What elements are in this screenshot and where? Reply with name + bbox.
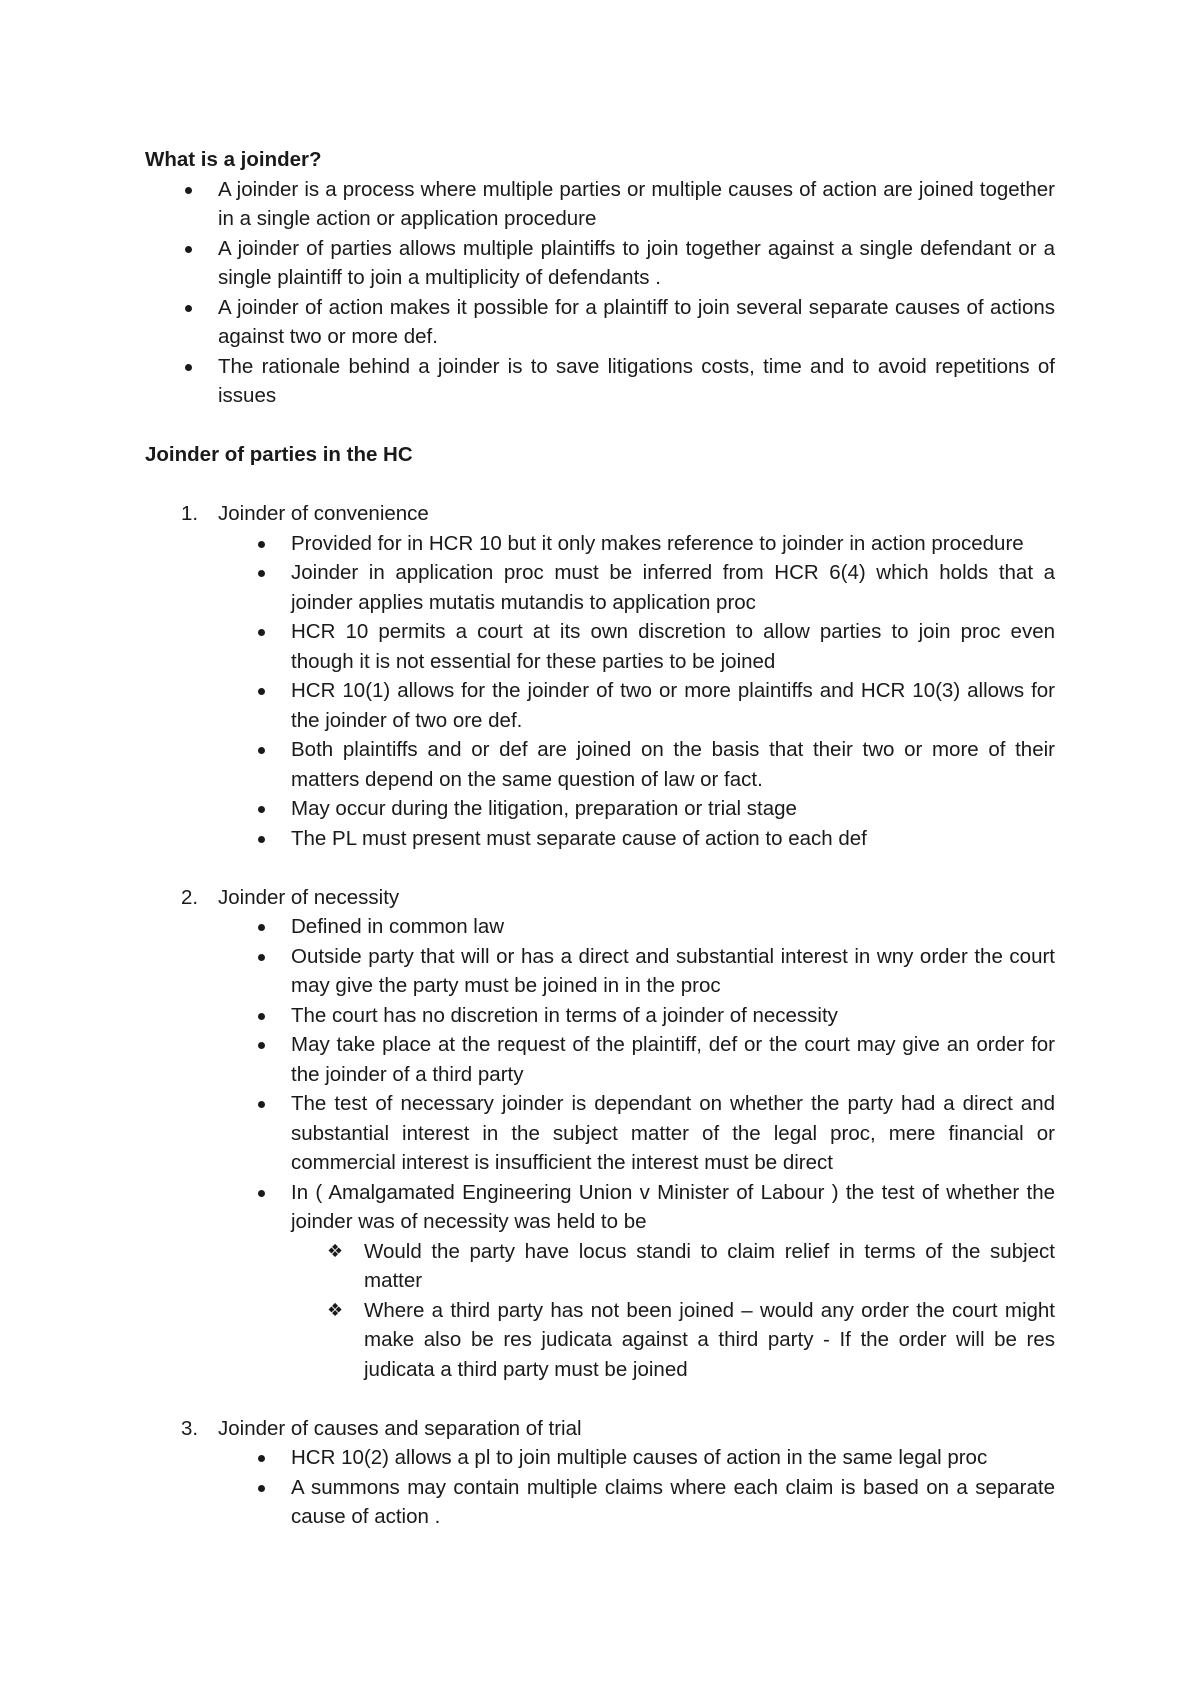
document-content	[145, 145, 1055, 1532]
bullet-icon	[258, 541, 265, 548]
item-number: 3.	[181, 1416, 199, 1440]
bullet-icon	[258, 1455, 265, 1462]
bullet-icon	[258, 629, 265, 636]
numbered-item-causes	[145, 1414, 1055, 1444]
list-item: The PL must present must separate cause of action to each def	[145, 824, 1055, 854]
list-item: ❖ Would the party have locus standi to claim relief in terms of the subject matter	[145, 1237, 1055, 1296]
list-item: Provided for in HCR 10 but it only makes reference to joinder in action procedure	[145, 529, 1055, 559]
bullet-icon	[258, 954, 265, 961]
list-item: A summons may contain multiple claims where each claim is based on a separate cause of action .	[145, 1473, 1055, 1532]
bullet-icon	[258, 1013, 265, 1020]
numbered-item-convenience	[145, 499, 1055, 529]
bullet-icon	[185, 364, 192, 371]
list-item: A joinder is a process where multiple parties or multiple causes of action are joined together in a single action or application procedure	[145, 175, 1055, 234]
item-number: 2.	[181, 885, 199, 909]
bullet-list	[145, 912, 1055, 1237]
bullet-icon	[258, 924, 265, 931]
list-item: HCR 10(2) allows a pl to join multiple causes of action in the same legal proc	[145, 1443, 1055, 1473]
list-item: HCR 10(1) allows for the joinder of two or more plaintiffs and HCR 10(3) allows for the joinder of two ore def.	[145, 676, 1055, 735]
bullet-list	[145, 529, 1055, 854]
list-item: Outside party that will or has a direct and substantial interest in wny order the court may give the party must be joined in in the proc	[145, 942, 1055, 1001]
bullet-icon	[258, 806, 265, 813]
bullet-icon	[258, 836, 265, 843]
list-item: The test of necessary joinder is dependant on whether the party had a direct and substantial interest in the subject matter of the legal proc, mere financial or commercial interest is insufficient the interest must be direct	[145, 1089, 1055, 1178]
bullet-list	[145, 175, 1055, 411]
item-title: Joinder of necessity	[218, 885, 400, 909]
list-item: In ( Amalgamated Engineering Union v Minister of Labour ) the test of whether the joinder was of necessity was held to be	[145, 1178, 1055, 1237]
section-heading-joinder-of-parties: Joinder of parties in the HC	[145, 443, 413, 466]
diamond-bullet-icon: ❖	[327, 1240, 344, 1262]
bullet-icon	[258, 1485, 265, 1492]
bullet-icon	[258, 747, 265, 754]
numbered-item-necessity	[145, 883, 1055, 913]
list-item: HCR 10 permits a court at its own discretion to allow parties to join proc even though it is not essential for these parties to be joined	[145, 617, 1055, 676]
list-item: A joinder of action makes it possible for a plaintiff to join several separate causes of actions against two or more def.	[145, 293, 1055, 352]
bullet-icon	[185, 187, 192, 194]
list-item: ❖ Where a third party has not been joined – would any order the court might make also be res judicata against a third party - If the order will be res judicata a third party must be joined	[145, 1296, 1055, 1385]
item-number: 1.	[181, 502, 199, 525]
bullet-list	[145, 1443, 1055, 1532]
list-item: The rationale behind a joinder is to save litigations costs, time and to avoid repetitions of issues	[145, 352, 1055, 411]
list-item: May take place at the request of the plaintiff, def or the court may give an order for the joinder of a third party	[145, 1030, 1055, 1089]
bullet-icon	[258, 570, 265, 577]
bullet-icon	[258, 688, 265, 695]
list-item: Both plaintiffs and or def are joined on the basis that their two or more of their matters depend on the same question of law or fact.	[145, 735, 1055, 794]
bullet-icon	[185, 305, 192, 312]
diamond-bullet-icon: ❖	[327, 1299, 344, 1321]
list-item: May occur during the litigation, preparation or trial stage	[145, 794, 1055, 824]
sub-bullet-list	[145, 1237, 1055, 1385]
list-item: The court has no discretion in terms of a joinder of necessity	[145, 1001, 1055, 1031]
section-heading-what-is-joinder: What is a joinder?	[145, 148, 322, 171]
list-item: Defined in common law	[145, 912, 1055, 942]
bullet-icon	[258, 1101, 265, 1108]
item-title: Joinder of causes and separation of trial	[218, 1416, 582, 1440]
bullet-icon	[258, 1190, 265, 1197]
bullet-icon	[185, 246, 192, 253]
list-item: A joinder of parties allows multiple plaintiffs to join together against a single defendant or a single plaintiff to join a multiplicity of defendants .	[145, 234, 1055, 293]
item-title: Joinder of convenience	[218, 502, 429, 525]
bullet-icon	[258, 1042, 265, 1049]
list-item: Joinder in application proc must be inferred from HCR 6(4) which holds that a joinder applies mutatis mutandis to application proc	[145, 558, 1055, 617]
